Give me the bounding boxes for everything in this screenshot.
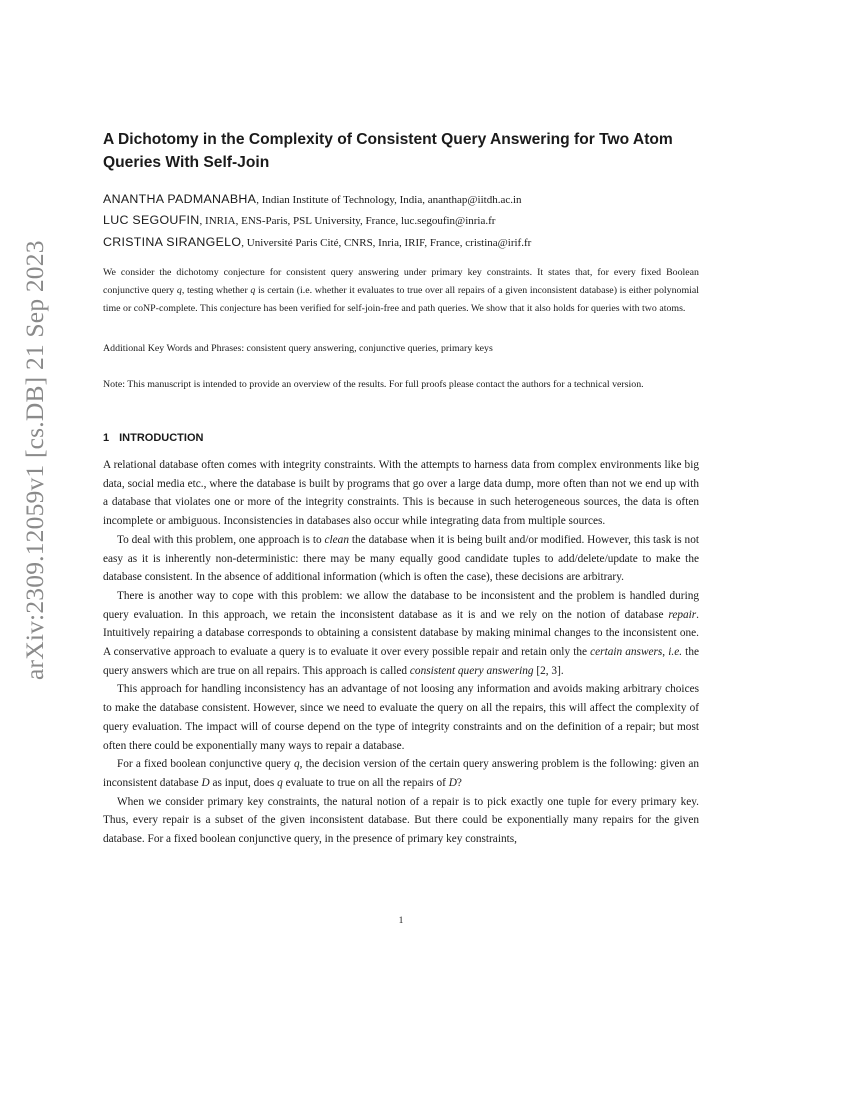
section-number: 1 (103, 432, 110, 444)
paragraph: This approach for handling inconsistency has an advantage of not loosing any information and avoids making arbitrary choices to make the database consistent. However, since we need to evaluate the query on all the repairs, this will affect the complexity of query evaluation. The impact will of course depend on the type of integrity constraints and on the definition of a repair; but most often there could be exponentially many ways to repair a database. (103, 683, 699, 752)
author-affiliation: , INRIA, ENS-Paris, PSL University, France, luc.segoufin@inria.fr (199, 215, 496, 227)
page-number: 1 (398, 916, 404, 926)
author-name: CRISTINA SIRANGELO (103, 235, 242, 249)
arxiv-identifier-stamp: arXiv:2309.12059v1 [cs.DB] 21 Sep 2023 (20, 240, 49, 680)
author-line (103, 213, 495, 227)
paragraph: To deal with this problem, one approach is to clean the database when it is being built and/or modified. However, this task is not easy as it is inherently non-deterministic: there may be many equally good candidate tuples to add/delete/update to make the database consistent. In the absence of additional information (which is often the case), these decisions are arbitrary. (103, 533, 699, 584)
paragraph: When we consider primary key constraints, the natural notion of a repair is to pick exactly one tuple for every primary key. Thus, every repair is a subset of the given inconsistent database. But there could be exponentially many repairs for the given database. For a fixed boolean conjunctive query, in the presence of primary key constraints, (103, 795, 699, 846)
section-title: INTRODUCTION (119, 432, 204, 444)
section-heading (103, 432, 203, 444)
paragraph: For a fixed boolean conjunctive query q, the decision version of the certain query answering problem is the following: given an inconsistent database D as input, does q evaluate to true on all the repairs of D? (103, 758, 699, 789)
author-name: LUC SEGOUFIN (103, 213, 200, 227)
author-name: ANANTHA PADMANABHA (103, 192, 257, 206)
manuscript-note: Note: This manuscript is intended to provide an overview of the results. For full proofs please contact the authors for a technical version. (103, 379, 644, 390)
author-line (103, 235, 531, 249)
paragraph: There is another way to cope with this problem: we allow the database to be inconsistent and the problem is handled during query evaluation. In this approach, we retain the inconsistent database as it is and we rely on the notion of database repair. Intuitively repairing a database corresponds to obtaining a consistent database by making minimal changes to the inconsistent one. A conservative approach to evaluate a query is to evaluate it over every possible repair and retain only the certain answers, i.e. the query answers which are true on all repairs. This approach is called consistent query answering [2, 3]. (103, 589, 699, 677)
paragraph: A relational database often comes with integrity constraints. With the attempts to harness data from complex environments like big data, social media etc., where the database is built by programs that go over a large data dump, more often than not we end up with a database that violates one or more of the integrity constraints. This is because in such heterogeneous sources, the data is often incomplete or ambiguous. Inconsistencies in databases also occur while integrating data from multiple sources. (103, 459, 699, 528)
author-line (103, 192, 522, 206)
section-body (103, 456, 699, 849)
abstract: We consider the dichotomy conjecture for consistent query answering under primary key constraints. It states that, for every fixed Boolean conjunctive query q, testing whether q is certain (i.e. whether it evaluates to true over all repairs of a given inconsistent database) is either polynomial time or coNP-complete. This conjecture has been verified for self-join-free and path queries. We show that it also holds for queries with two atoms. (103, 267, 699, 314)
keywords: Additional Key Words and Phrases: consistent query answering, conjunctive queries, primary keys (103, 343, 493, 354)
author-affiliation: , Indian Institute of Technology, India, ananthap@iitdh.ac.in (256, 194, 522, 206)
paper-title: A Dichotomy in the Complexity of Consistent Query Answering for Two Atom Queries With Self-Join (103, 131, 673, 171)
author-affiliation: , Université Paris Cité, CNRS, Inria, IRIF, France, cristina@irif.fr (241, 237, 532, 249)
